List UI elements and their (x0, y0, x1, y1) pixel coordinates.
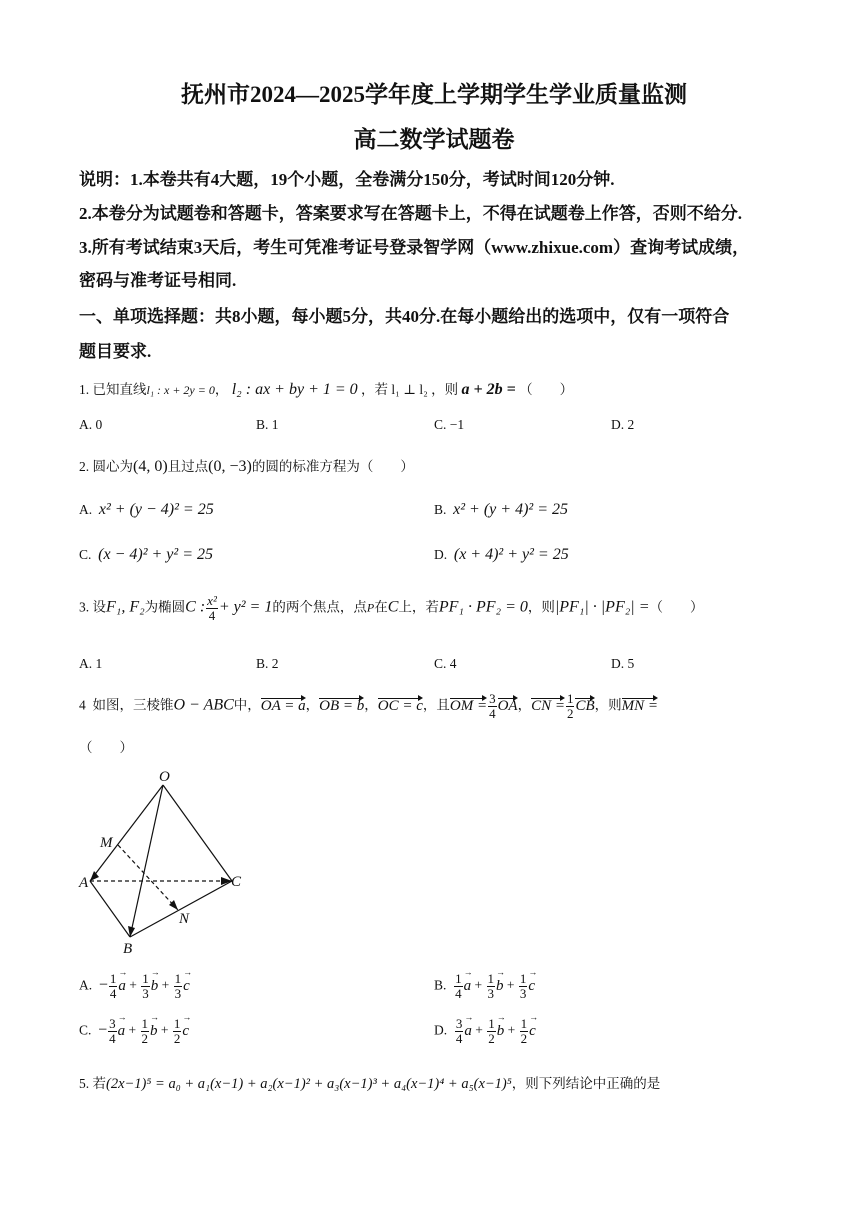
edge-ab (90, 881, 130, 937)
pass-point: (0, −3) (208, 458, 252, 475)
question-4: 4 如图，三棱锥O − ABC中，OA = a，OB = b，OC = c，且OM = $\frac{3}{4}$ OA，CN = $\frac{1}{2}$ CB，则MN = (79, 691, 659, 721)
note-line-2: 2.本卷分为试题卷和答题卡，答案要求写在答题卡上，不得在试题卷上作答，否则不给分. (79, 204, 742, 223)
exam-subtitle: 高二数学试题卷 (353, 127, 515, 152)
q1-option-c: C. −1 (434, 417, 465, 432)
vector-ob-eq: OB = b (319, 697, 365, 714)
q4-option-c: C. − $\frac{3}{4}$ a → + $\frac{1}{2}$ b → + $\frac{1}{2}$ c → (79, 1017, 189, 1046)
label-b: B (123, 941, 133, 957)
note-line-1: 说明：1.本卷共有4大题，19个小题，全卷满分150分，考试时间120分钟. (79, 170, 615, 189)
note-line-3: 3.所有考试结束3天后，考生可凭准考证号登录智学网（www.zhixue.com）查询考试成绩， (79, 238, 750, 257)
dot-product-condition: PF₁ · PF₂ = 0 (438, 598, 528, 616)
vector-oc-eq: OC = c (377, 697, 423, 714)
line-l1-equation: l₁ : x + 2y = 0 (146, 383, 215, 397)
label-n: N (179, 911, 190, 927)
q2-option-d: D. (x + 4)² + y² = 25 (434, 546, 569, 563)
label-m: M (100, 835, 113, 851)
q1-expression: a + 2b = (461, 381, 516, 398)
edge-oc (163, 785, 232, 881)
q2-option-b: B. x² + (y + 4)² = 25 (434, 501, 568, 518)
center-point: (4, 0) (133, 458, 168, 475)
arrow-a (90, 871, 99, 881)
question-1: 1. 已知直线l₁ : x + 2y = 0， l₂ : ax + by + 1 = 0 ，若 l₁ ⊥ l₂ ，则 a + 2b = （ ） (79, 381, 574, 398)
exam-title: 抚州市2024—2025学年度上学期学生学业质量监测 (181, 82, 687, 107)
q4-option-d: D. $\frac{3}{4}$ a → + $\frac{1}{2}$ b → + $\frac{1}{2}$ c → (434, 1017, 536, 1046)
q3-option-d: D. 5 (611, 656, 635, 671)
q4-option-a: A. − $\frac{1}{4}$ a → + $\frac{1}{3}$ b → + $\frac{1}{3}$ c → (79, 972, 190, 1001)
vector-oa-eq: OA = a (260, 697, 306, 714)
section-heading-line-1: 一、单项选择题：共8小题，每小题5分，共40分.在每小题给出的选项中，仅有一项符合 (79, 307, 730, 326)
label-c: C (231, 874, 242, 890)
tetrahedron-figure (75, 765, 255, 960)
q3-option-c: C. 4 (434, 656, 457, 671)
note-line-4: 密码与准考证号相同. (79, 271, 237, 290)
label-a: A (79, 875, 89, 891)
ellipse-fraction: $\frac{\text{x²}}{4}$ (207, 593, 217, 623)
binomial-expansion: (2x−1)⁵ = a₀ + a₁(x−1) + a₂(x−1)² + a₃(x−1)³ + a₄(x−1)⁴ + a₅(x−1)⁵ (106, 1076, 512, 1092)
section-heading-line-2: 题目要求. (79, 342, 152, 361)
vector-mn: MN = (621, 697, 659, 714)
q1-option-d: D. 2 (611, 417, 635, 432)
q4-paren: （ ） (79, 740, 133, 755)
q3-option-a: A. 1 (79, 656, 103, 671)
q4-option-b: B. $\frac{1}{4}$ a → + $\frac{1}{3}$ b → + $\frac{1}{3}$ c → (434, 972, 535, 1001)
question-3: 3. 设F₁, F₂为椭圆C : $\frac{\text{x²}}{4}$ + y² = 1的两个焦点，点P在C上，若PF₁ · PF₂ = 0，则|PF₁| · |PF₂| =（ ） (79, 593, 704, 623)
q3-option-b: B. 2 (256, 656, 279, 671)
edge-bc (130, 881, 232, 937)
q2-option-a: A. x² + (y − 4)² = 25 (79, 501, 214, 518)
label-o: O (159, 769, 170, 785)
edge-ob (130, 785, 163, 937)
line-l2-equation: l₂ : ax + by + 1 = 0 (231, 381, 358, 398)
q1-option-b: B. 1 (256, 417, 279, 432)
q1-option-a: A. 0 (79, 417, 103, 432)
abs-product-expression: |PF₁| · |PF₂| = (554, 598, 650, 616)
question-2: 2. 圆心为(4, 0)且过点(0, −3)的圆的标准方程为（ ） (79, 458, 414, 475)
question-5: 5. 若(2x−1)⁵ = a₀ + a₁(x−1) + a₂(x−1)² + a₃(x−1)³ + a₄(x−1)⁴ + a₅(x−1)⁵，则下列结论中正确的是 (79, 1076, 661, 1092)
q2-option-c: C. (x − 4)² + y² = 25 (79, 546, 213, 563)
